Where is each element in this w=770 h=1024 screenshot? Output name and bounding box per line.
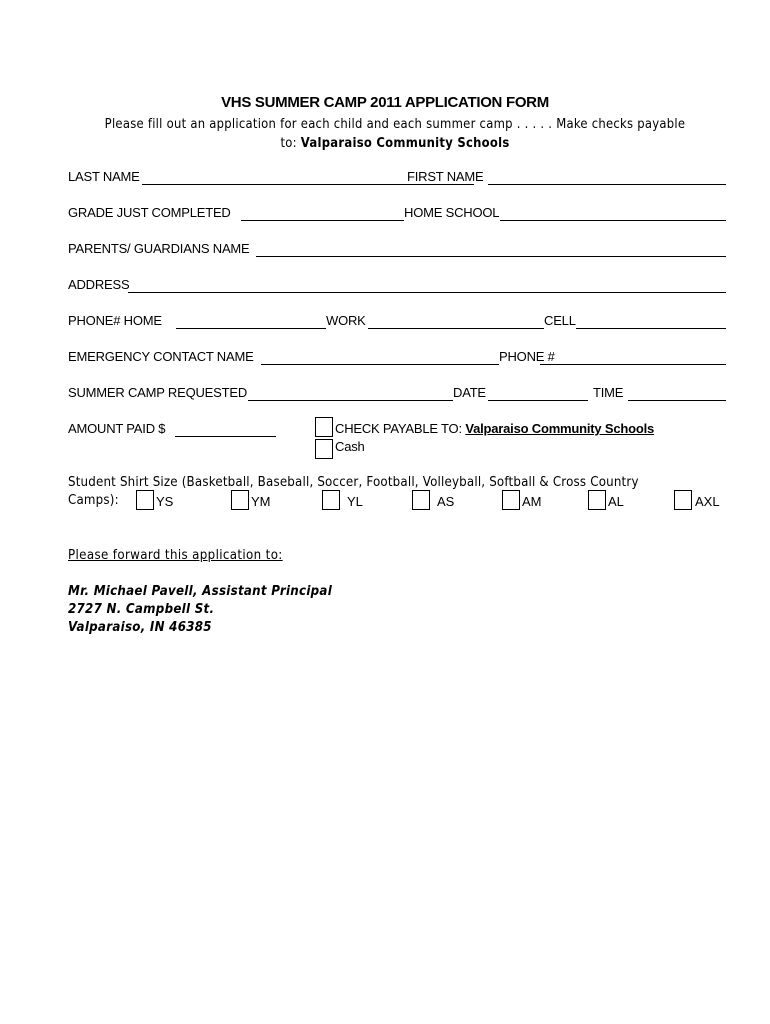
parents-field[interactable] [256, 256, 726, 257]
grade-label: GRADE JUST COMPLETED [68, 205, 231, 220]
shirt-size-as-label: AS [437, 494, 455, 509]
parents-row [68, 241, 726, 259]
shirt-size-as-checkbox[interactable] [412, 490, 430, 510]
forward-to-heading: Please forward this application to: [68, 547, 283, 563]
emergency-contact-field[interactable] [261, 364, 499, 365]
cell-field[interactable] [576, 328, 726, 329]
check-payment-checkbox[interactable] [315, 417, 333, 437]
instructions-line-1: Please fill out an application for each child and each summer camp . . . . . Make checks payable [104, 116, 686, 132]
payee-name: Valparaiso Community Schools [300, 135, 510, 151]
shirt-size-al-checkbox[interactable] [588, 490, 606, 510]
home-school-field[interactable] [500, 220, 726, 221]
phone-home-field[interactable] [176, 328, 326, 329]
check-payable-label: CHECK PAYABLE TO: [335, 421, 466, 436]
shirt-size-yl-checkbox[interactable] [322, 490, 340, 510]
shirt-size-axl-checkbox[interactable] [674, 490, 692, 510]
shirt-size-ys-label: YS [156, 494, 174, 509]
parents-label: PARENTS/ GUARDIANS NAME [68, 241, 250, 256]
emergency-phone-field[interactable] [540, 364, 726, 365]
home-school-label: HOME SCHOOL [404, 205, 500, 220]
date-label: DATE [453, 385, 486, 400]
amount-paid-label: AMOUNT PAID $ [68, 421, 166, 436]
instructions-line-2 [55, 134, 734, 153]
camp-row [68, 385, 726, 403]
shirt-size-am-label: AM [522, 494, 542, 509]
form-title: VHS SUMMER CAMP 2011 APPLICATION FORM [221, 94, 549, 111]
shirt-size-instructions: Student Shirt Size (Basketball, Baseball, Soccer, Football, Volleyball, Softball & Cross Country [68, 474, 639, 490]
address-label: ADDRESS [68, 277, 130, 292]
work-field[interactable] [368, 328, 544, 329]
cash-payment-checkbox[interactable] [315, 439, 333, 459]
address-row [68, 277, 726, 295]
name-row [68, 169, 726, 187]
time-label: TIME [593, 385, 624, 400]
last-name-field[interactable] [142, 184, 474, 185]
phone-row [68, 313, 726, 331]
work-label: WORK [326, 313, 366, 328]
recipient-city: Valparaiso, IN 46385 [68, 619, 212, 635]
camp-requested-label: SUMMER CAMP REQUESTED [68, 385, 248, 400]
first-name-label: FIRST NAME [407, 169, 484, 184]
grade-row [68, 205, 726, 223]
shirt-size-al-label: AL [608, 494, 624, 509]
first-name-field[interactable] [488, 184, 726, 185]
last-name-label: LAST NAME [68, 169, 140, 184]
form-instructions [55, 115, 734, 153]
shirt-size-axl-label: AXL [695, 494, 720, 509]
time-field[interactable] [628, 400, 726, 401]
check-payable-text [335, 421, 654, 436]
shirt-size-ym-checkbox[interactable] [231, 490, 249, 510]
shirt-size-am-checkbox[interactable] [502, 490, 520, 510]
emergency-phone-label: PHONE # [499, 349, 555, 364]
address-field[interactable] [128, 292, 726, 293]
emergency-contact-label: EMERGENCY CONTACT NAME [68, 349, 254, 364]
emergency-row [68, 349, 726, 367]
check-payee-name: Valparaiso Community Schools [465, 421, 655, 436]
camps-label: Camps): [68, 492, 119, 508]
recipient-street: 2727 N. Campbell St. [68, 601, 215, 617]
amount-paid-field[interactable] [175, 436, 276, 437]
shirt-size-ys-checkbox[interactable] [136, 490, 154, 510]
shirt-size-ym-label: YM [251, 494, 271, 509]
cell-label: CELL [544, 313, 576, 328]
camp-requested-field[interactable] [248, 400, 453, 401]
grade-field[interactable] [241, 220, 404, 221]
instructions-to: to: [280, 135, 301, 151]
date-field[interactable] [488, 400, 588, 401]
cash-label: Cash [335, 439, 365, 454]
recipient-name: Mr. Michael Pavell, Assistant Principal [68, 583, 333, 599]
phone-home-label: PHONE# HOME [68, 313, 162, 328]
shirt-size-yl-label: YL [347, 494, 363, 509]
